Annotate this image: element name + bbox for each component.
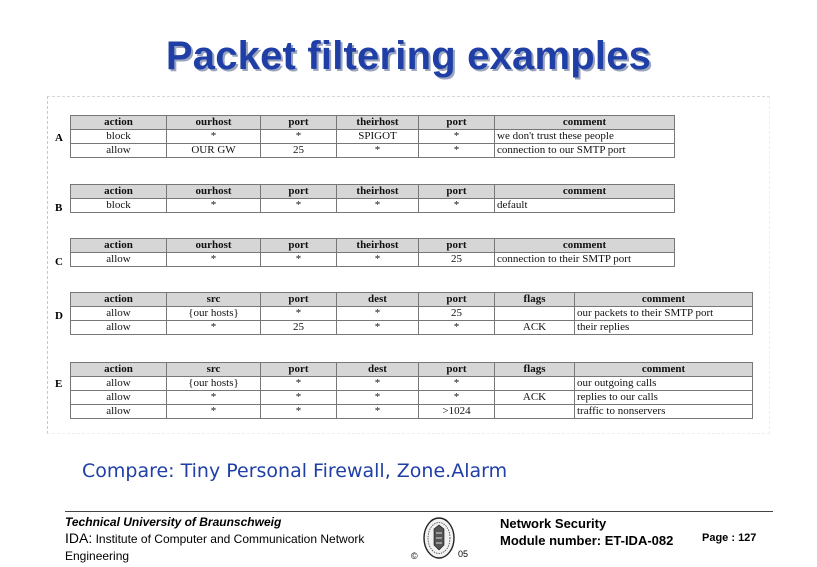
table-cell: 25 bbox=[419, 307, 495, 321]
table-cell: * bbox=[419, 321, 495, 335]
header-cell: comment bbox=[495, 116, 675, 130]
header-cell: theirhost bbox=[337, 239, 419, 253]
header-cell: flags bbox=[495, 293, 575, 307]
table-cell: * bbox=[167, 199, 261, 213]
table-cell: connection to their SMTP port bbox=[495, 253, 675, 267]
table-cell: * bbox=[337, 377, 419, 391]
header-cell: port bbox=[261, 239, 337, 253]
header-cell: ourhost bbox=[167, 185, 261, 199]
ruleset-label-b: B bbox=[55, 202, 63, 214]
ruleset-table-e bbox=[70, 362, 753, 419]
table-cell: * bbox=[419, 199, 495, 213]
table-cell: * bbox=[261, 253, 337, 267]
table-row bbox=[71, 377, 753, 391]
table-cell: * bbox=[261, 391, 337, 405]
table-cell: allow bbox=[71, 321, 167, 335]
table-row bbox=[71, 321, 753, 335]
table-header-row bbox=[71, 293, 753, 307]
table-cell: allow bbox=[71, 405, 167, 419]
header-cell: port bbox=[419, 185, 495, 199]
header-cell: action bbox=[71, 239, 167, 253]
header-cell: src bbox=[167, 363, 261, 377]
table-cell: our packets to their SMTP port bbox=[575, 307, 753, 321]
table-cell: their replies bbox=[575, 321, 753, 335]
table-cell: * bbox=[261, 307, 337, 321]
ruleset-label-c: C bbox=[55, 256, 63, 268]
table-cell bbox=[495, 405, 575, 419]
table-cell: * bbox=[261, 405, 337, 419]
table-cell: * bbox=[419, 130, 495, 144]
header-cell: dest bbox=[337, 363, 419, 377]
header-cell: port bbox=[261, 293, 337, 307]
table-cell: default bbox=[495, 199, 675, 213]
table-cell: replies to our calls bbox=[575, 391, 753, 405]
table-cell: * bbox=[167, 405, 261, 419]
university-seal-icon bbox=[421, 515, 457, 561]
header-cell: ourhost bbox=[167, 116, 261, 130]
header-cell: flags bbox=[495, 363, 575, 377]
table-cell: * bbox=[419, 391, 495, 405]
table-cell: {our hosts} bbox=[167, 377, 261, 391]
institute-name: Institute of Computer and Communication Network Engineering bbox=[65, 532, 365, 563]
table-cell: traffic to nonservers bbox=[575, 405, 753, 419]
table-header-row bbox=[71, 239, 675, 253]
table-row bbox=[71, 144, 675, 158]
table-row bbox=[71, 253, 675, 267]
ruleset-label-d: D bbox=[55, 310, 63, 322]
header-cell: ourhost bbox=[167, 239, 261, 253]
course-title: Network Security bbox=[500, 516, 607, 531]
header-cell: theirhost bbox=[337, 116, 419, 130]
institute-abbrev: IDA: bbox=[65, 530, 93, 546]
header-cell: port bbox=[261, 363, 337, 377]
table-row bbox=[71, 130, 675, 144]
header-cell: action bbox=[71, 363, 167, 377]
header-cell: action bbox=[71, 116, 167, 130]
table-cell: allow bbox=[71, 377, 167, 391]
header-cell: port bbox=[419, 293, 495, 307]
ruleset-table-c bbox=[70, 238, 675, 267]
table-cell: * bbox=[167, 253, 261, 267]
table-cell: our outgoing calls bbox=[575, 377, 753, 391]
table-cell: SPIGOT bbox=[337, 130, 419, 144]
table-cell: * bbox=[337, 307, 419, 321]
header-cell: port bbox=[419, 239, 495, 253]
header-cell: theirhost bbox=[337, 185, 419, 199]
ruleset-table-a bbox=[70, 115, 675, 158]
course-info bbox=[500, 515, 690, 549]
header-cell: action bbox=[71, 293, 167, 307]
table-cell: * bbox=[261, 130, 337, 144]
header-cell: port bbox=[261, 116, 337, 130]
ruleset-table-d bbox=[70, 292, 753, 335]
table-cell: * bbox=[167, 321, 261, 335]
table-cell: * bbox=[167, 391, 261, 405]
slide-title: Packet filtering examples bbox=[165, 34, 652, 78]
header-cell: port bbox=[419, 363, 495, 377]
table-cell: * bbox=[419, 144, 495, 158]
table-cell: * bbox=[167, 130, 261, 144]
table-cell bbox=[495, 377, 575, 391]
ruleset-label-a: A bbox=[55, 132, 63, 144]
table-header-row bbox=[71, 116, 675, 130]
table-cell: * bbox=[337, 405, 419, 419]
table-header-row bbox=[71, 363, 753, 377]
table-cell: 25 bbox=[261, 321, 337, 335]
table-cell: block bbox=[71, 130, 167, 144]
compare-note: Compare: Tiny Personal Firewall, Zone.Alarm bbox=[82, 460, 508, 482]
table-cell: block bbox=[71, 199, 167, 213]
table-cell: allow bbox=[71, 391, 167, 405]
table-row bbox=[71, 391, 753, 405]
table-cell: * bbox=[261, 377, 337, 391]
table-cell: * bbox=[337, 321, 419, 335]
footer-institute bbox=[65, 530, 410, 565]
table-cell: 25 bbox=[261, 144, 337, 158]
table-cell: * bbox=[337, 391, 419, 405]
ruleset-label-e: E bbox=[55, 378, 63, 390]
table-cell: * bbox=[337, 144, 419, 158]
footer-university: Technical University of Braunschweig bbox=[65, 515, 282, 529]
table-cell: allow bbox=[71, 253, 167, 267]
module-number: Module number: ET-IDA-082 bbox=[500, 533, 674, 548]
header-cell: src bbox=[167, 293, 261, 307]
table-cell: we don't trust these people bbox=[495, 130, 675, 144]
table-cell: * bbox=[337, 253, 419, 267]
ruleset-table-b bbox=[70, 184, 675, 213]
table-cell: ACK bbox=[495, 391, 575, 405]
table-row bbox=[71, 199, 675, 213]
copyright-symbol: © bbox=[411, 551, 418, 561]
header-cell: comment bbox=[495, 239, 675, 253]
header-cell: comment bbox=[575, 363, 753, 377]
page-number: Page : 127 bbox=[702, 532, 757, 544]
footer-divider bbox=[65, 511, 773, 512]
table-cell: * bbox=[419, 377, 495, 391]
table-cell: * bbox=[261, 199, 337, 213]
table-cell: * bbox=[337, 199, 419, 213]
copyright-year: 05 bbox=[458, 549, 469, 559]
header-cell: dest bbox=[337, 293, 419, 307]
table-cell: allow bbox=[71, 307, 167, 321]
table-cell: {our hosts} bbox=[167, 307, 261, 321]
table-header-row bbox=[71, 185, 675, 199]
header-cell: port bbox=[419, 116, 495, 130]
table-cell: >1024 bbox=[419, 405, 495, 419]
header-cell: port bbox=[261, 185, 337, 199]
table-row bbox=[71, 307, 753, 321]
table-cell: allow bbox=[71, 144, 167, 158]
table-cell bbox=[495, 307, 575, 321]
table-cell: ACK bbox=[495, 321, 575, 335]
table-row bbox=[71, 405, 753, 419]
table-cell: OUR GW bbox=[167, 144, 261, 158]
table-cell: 25 bbox=[419, 253, 495, 267]
header-cell: action bbox=[71, 185, 167, 199]
table-cell: connection to our SMTP port bbox=[495, 144, 675, 158]
header-cell: comment bbox=[575, 293, 753, 307]
header-cell: comment bbox=[495, 185, 675, 199]
